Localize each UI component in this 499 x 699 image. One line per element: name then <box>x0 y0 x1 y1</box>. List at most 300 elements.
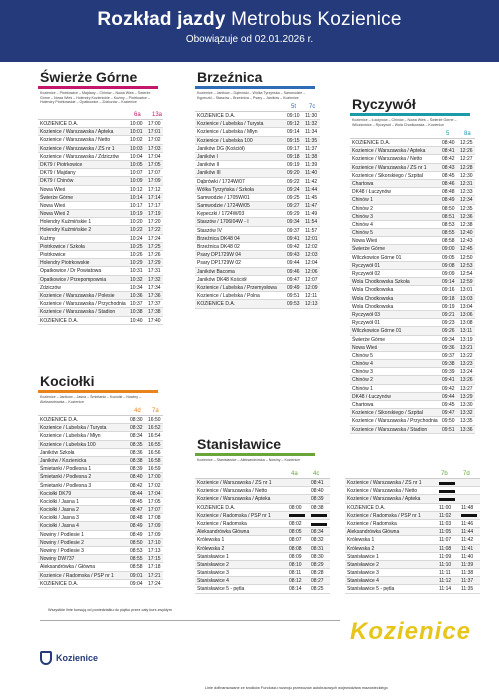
stop-row <box>38 267 163 275</box>
stop-row <box>38 161 163 169</box>
stop-row <box>195 202 320 210</box>
stop-name: Kozienice / Sikorskiego / Szpital <box>352 172 423 179</box>
departure-time: 12:03 <box>305 252 318 259</box>
departure-time: 08:27 <box>311 578 324 585</box>
departure-time: 17:03 <box>148 145 161 152</box>
stop-row <box>350 352 475 360</box>
stop-name: Kozienice / Radomska <box>197 520 247 527</box>
stop-name: Stanisławice 5 - pętla <box>347 586 395 593</box>
stop-name: Opatkowice / Dr Powiatowa <box>40 268 102 275</box>
departure-time: 08:14 <box>289 586 302 593</box>
stop-row <box>350 229 475 237</box>
departure-time: 17:02 <box>148 137 161 144</box>
departure-time: 17:09 <box>148 523 161 530</box>
departure-time: 09:20 <box>287 170 300 177</box>
stop-row <box>38 243 163 251</box>
departure-time: 12:11 <box>305 293 318 300</box>
stop-row <box>345 479 480 487</box>
stop-row <box>38 145 163 153</box>
stop-row <box>350 401 475 409</box>
departure-time: 09:25 <box>287 194 300 201</box>
stop-row <box>195 186 320 194</box>
stop-name: Ryczywół 03 <box>352 311 381 318</box>
stop-name: Wilczkowice Górne 01 <box>352 328 402 335</box>
departure-time: 13:01 <box>460 287 473 294</box>
stop-row <box>195 128 320 136</box>
stop-name: Kozienice / Warszawska / Netto <box>40 137 111 144</box>
stop-row <box>38 424 163 432</box>
stop-row <box>38 128 163 136</box>
departure-time: 09:10 <box>287 113 300 119</box>
departure-time: 17:14 <box>148 194 161 201</box>
stop-name: KOZIENICE D.A. <box>197 113 236 119</box>
departure-time: 08:42 <box>130 482 143 489</box>
stop-row <box>38 153 163 161</box>
departure-time: 10:26 <box>130 252 143 258</box>
departure-time: 11:05 <box>439 529 452 536</box>
departure-time: 17:34 <box>148 284 161 291</box>
departure-time: 08:07 <box>289 537 302 544</box>
departure-time: 12:30 <box>460 172 473 179</box>
stop-name: Kozienice / Radomska / PSP nr 1 <box>40 572 114 579</box>
stop-row <box>195 145 320 153</box>
stop-row <box>350 213 475 221</box>
stop-row <box>350 278 475 286</box>
footnote: Wszystkie linie kursują od poniedziałku do piątku przez cały kurs zwykłym <box>48 608 172 612</box>
stop-name: Janików III <box>197 170 221 177</box>
timetable-swierze <box>38 68 163 325</box>
no-service-mark <box>311 514 327 517</box>
stop-row <box>38 449 163 457</box>
stop-name: Brzeźnica DK48 02 <box>197 244 240 250</box>
stop-row <box>350 262 475 270</box>
departure-time: 16:56 <box>148 449 161 456</box>
departure-time: 08:50 <box>130 539 143 546</box>
stop-name: Wola Chodkowska <box>352 287 394 294</box>
line-title: Stanisławice <box>197 436 282 452</box>
departure-time: 08:30 <box>130 417 143 423</box>
stop-row <box>195 218 320 226</box>
departure-time: 17:22 <box>148 227 161 234</box>
stop-row <box>195 561 330 569</box>
stop-name: Kozienice / Warszawska / Apteka <box>40 129 114 136</box>
departure-time: 11:30 <box>305 113 318 119</box>
departure-time: 11:48 <box>461 504 474 511</box>
stop-row <box>350 270 475 278</box>
stop-row <box>38 235 163 243</box>
departure-time: 10:14 <box>130 194 143 201</box>
stop-name: Kociołki / Jasna 4 <box>40 523 79 530</box>
stop-row <box>195 235 320 243</box>
stop-name: Nowiny / Podlesie 1 <box>40 531 84 538</box>
departure-time: 09:47 <box>442 410 455 417</box>
stop-row <box>38 531 163 539</box>
stop-row <box>195 120 320 128</box>
stop-row <box>345 520 480 528</box>
departure-time: 08:58 <box>442 238 455 245</box>
departure-time: 11:42 <box>305 178 318 185</box>
departure-time: 17:24 <box>148 580 161 587</box>
stop-row <box>38 539 163 547</box>
departure-time: 09:21 <box>442 311 455 318</box>
stop-name: Kozienice / Warszawska / Netto <box>197 488 268 495</box>
stop-name: Chinów 3 <box>352 369 373 376</box>
stop-name: Kozienice / Warszawska / ZS nr 1 <box>197 480 272 486</box>
stop-row <box>195 495 330 503</box>
departure-time: 08:48 <box>442 189 455 196</box>
stop-row <box>38 226 163 234</box>
departure-time: 17:29 <box>148 260 161 267</box>
stop-row <box>38 482 163 490</box>
departure-time: 17:00 <box>148 121 161 127</box>
departure-time: 17:17 <box>148 202 161 209</box>
course-code: 7a <box>152 408 159 414</box>
stop-name: Chartowa <box>352 180 374 187</box>
stop-name: Nowiny / Podlesie 3 <box>40 548 84 554</box>
stop-name: Janików Szkoła <box>40 449 75 456</box>
stop-list <box>38 416 163 588</box>
stop-name: Śmietanki / Podlesna 3 <box>40 482 92 489</box>
stop-name: Kozienice / Lubelska / Przemysłowa <box>197 284 277 291</box>
departure-time: 08:36 <box>130 449 143 456</box>
stop-name: Kociołki / Jasna 1 <box>40 498 79 505</box>
departure-time: 11:47 <box>305 203 318 210</box>
stop-row <box>195 243 320 251</box>
stop-name: Królewska 2 <box>197 545 225 552</box>
stop-row <box>195 268 320 276</box>
no-service-mark <box>289 514 305 517</box>
stop-name: Wola Chodkowska Szkoła <box>352 279 410 286</box>
route-description: Kozienice – Janików – Dąbrówki – Wólka Tyrzyńska – Samwodzie – Kępeczki – Staszów – Brzeźnica – Psary – Janików – Kozienice <box>197 91 306 100</box>
stop-name: KOZIENICE D.A. <box>197 301 236 308</box>
departure-time: 09:53 <box>287 301 300 308</box>
departure-time: 17:26 <box>148 252 161 258</box>
departure-time: 12:25 <box>460 140 473 146</box>
departure-time: 17:05 <box>148 161 161 168</box>
stop-row <box>38 218 163 226</box>
route-description: Kozienice – Łuczynów – Chinów – Nowa Wieś – Świerże Górne – Wilczkowice – Ryczywół – Wola Chodkowska – Kozienice <box>352 118 457 127</box>
stop-name: Nowa Wieś 2 <box>40 211 70 218</box>
stop-name: Holendry Piotrkowskie <box>40 260 90 267</box>
stop-row <box>195 112 320 120</box>
departure-time: 17:38 <box>148 309 161 316</box>
stop-name: Nowa Wieś <box>352 238 378 245</box>
departure-time: 11:41 <box>461 545 474 552</box>
departure-time: 17:05 <box>148 498 161 505</box>
departure-time: 10:40 <box>130 317 143 324</box>
departure-time: 09:05 <box>442 254 455 261</box>
departure-time: 08:53 <box>130 548 143 554</box>
departure-time: 11:00 <box>439 504 452 511</box>
stop-name: Janików / Kozienicka <box>40 457 87 464</box>
course-code: 4a <box>291 471 298 477</box>
departure-time: 13:04 <box>460 303 473 310</box>
departure-time: 17:24 <box>148 235 161 242</box>
stop-name: Nowa Wieś <box>40 202 66 209</box>
stop-row <box>350 319 475 327</box>
course-code: 6a <box>134 112 141 118</box>
stop-name: Świerże Górne <box>352 246 386 253</box>
departure-time: 09:51 <box>287 293 300 300</box>
departure-time: 08:32 <box>130 425 143 432</box>
stop-list <box>350 139 475 442</box>
stop-row <box>350 368 475 376</box>
departure-time: 09:43 <box>287 252 300 259</box>
stop-name: Nowiny DW737 <box>40 556 75 563</box>
departure-time: 17:40 <box>148 317 161 324</box>
departure-time: 17:09 <box>148 531 161 538</box>
departure-time: 12:33 <box>460 189 473 196</box>
stop-row <box>38 432 163 440</box>
departure-time: 11:10 <box>439 561 452 568</box>
departure-time: 09:19 <box>442 303 455 310</box>
stop-row <box>350 409 475 417</box>
stop-row <box>38 416 163 424</box>
departure-time: 10:05 <box>130 161 143 168</box>
stop-name: Kozienice / Warszawska / Netto <box>347 488 418 495</box>
departure-time: 09:49 <box>287 284 300 291</box>
departure-time: 09:09 <box>442 271 455 277</box>
departure-time: 13:26 <box>460 377 473 384</box>
stop-name: Kozienice / Lubelska / Młyn <box>197 129 258 136</box>
stop-row <box>38 177 163 185</box>
stop-row <box>350 336 475 344</box>
departure-time: 09:47 <box>287 276 300 283</box>
departure-time: 08:28 <box>311 570 324 577</box>
stop-name: Kozienice / Warszawska / ZS nr 1 <box>40 145 115 152</box>
stop-name: KOZIENICE D.A. <box>40 417 79 423</box>
stop-name: Chinów 4 <box>352 361 373 368</box>
stop-name: DK79 / Majdany <box>40 170 76 177</box>
stop-name: KOZIENICE D.A. <box>40 580 79 587</box>
departure-time: 17:07 <box>148 170 161 177</box>
stop-row <box>38 259 163 267</box>
departure-time: 17:10 <box>148 539 161 546</box>
stop-name: Staszów IV <box>197 227 223 234</box>
departure-time: 13:30 <box>460 402 473 408</box>
stop-name: Piotrkowice <box>40 252 66 258</box>
column-header <box>38 407 163 416</box>
departure-time: 08:29 <box>311 561 324 568</box>
stop-name: Królewska 1 <box>347 537 375 544</box>
stop-row <box>38 490 163 498</box>
stop-row <box>38 572 163 580</box>
departure-time: 11:34 <box>305 129 318 136</box>
departure-time: 11:37 <box>461 578 474 585</box>
stop-row <box>350 196 475 204</box>
departure-time: 12:50 <box>460 254 473 261</box>
column-header <box>195 103 320 112</box>
stop-name: Wilczkowice Górne 01 <box>352 254 402 261</box>
departure-time: 08:40 <box>130 474 143 481</box>
course-code: 5 <box>446 131 450 137</box>
departure-time: 13:22 <box>460 352 473 359</box>
departure-time: 17:00 <box>148 474 161 481</box>
departure-time: 08:34 <box>130 433 143 440</box>
stop-row <box>195 194 320 202</box>
stop-list <box>195 112 320 309</box>
stop-row <box>38 457 163 465</box>
column-header <box>345 470 480 479</box>
departure-time: 08:58 <box>130 564 143 571</box>
route-description: Kozienice – Stanisławice – Aleksandrówka – Nowiny – Kozienice <box>197 458 301 462</box>
stop-name: DK48 / Łuczynów <box>352 189 391 196</box>
departure-time: 10:31 <box>130 268 143 275</box>
stop-row <box>38 210 163 218</box>
line-title: Ryczywół <box>352 96 416 112</box>
departure-time: 17:32 <box>148 276 161 283</box>
departure-time: 12:13 <box>305 301 318 308</box>
departure-time: 10:24 <box>130 235 143 242</box>
departure-time: 16:54 <box>148 433 161 440</box>
stop-name: Stanisławice 2 <box>197 561 229 568</box>
stop-row <box>38 284 163 292</box>
stop-row <box>350 360 475 368</box>
departure-time: 17:07 <box>148 507 161 514</box>
stop-name: Psary DP1729W 04 <box>197 252 241 259</box>
departure-time: 09:18 <box>287 153 300 160</box>
departure-time: 08:49 <box>130 523 143 530</box>
departure-time: 11:35 <box>461 586 474 593</box>
stop-name: Kozienice / Warszawska / ZS nr 1 <box>352 164 427 171</box>
departure-time: 13:36 <box>460 426 473 433</box>
stop-row <box>195 585 330 593</box>
stop-name: KOZIENICE D.A. <box>197 504 236 511</box>
departure-time: 10:34 <box>130 284 143 291</box>
course-code: 5t <box>291 104 297 110</box>
departure-time: 13:21 <box>460 344 473 351</box>
departure-time: 09:19 <box>287 162 300 169</box>
departure-time: 10:17 <box>130 202 143 209</box>
departure-time: 11:03 <box>439 520 452 527</box>
departure-time: 11:39 <box>305 162 318 169</box>
stop-name: Kozienice / Lubelska / Turysta <box>40 425 107 432</box>
stop-name: Stanisławice 4 <box>197 578 229 585</box>
stop-name: Kozienice / Warszawska / ZS nr 1 <box>347 480 422 486</box>
stop-name: Wola Chodkowska <box>352 303 394 310</box>
departure-time: 11:49 <box>305 211 318 218</box>
departure-time: 08:10 <box>289 561 302 568</box>
line-title: Brzeźnica <box>197 69 263 85</box>
departure-time: 10:00 <box>130 121 143 127</box>
stop-name: Janików DG (Kościół) <box>197 145 245 152</box>
stop-name: Kuźmy <box>40 235 56 242</box>
stop-row <box>195 137 320 145</box>
departure-time: 09:27 <box>287 203 300 210</box>
stop-row <box>38 547 163 555</box>
departure-time: 12:38 <box>460 221 473 228</box>
stop-row <box>350 155 475 163</box>
stop-name: Janików I <box>197 153 218 160</box>
course-code: 7d <box>463 471 470 477</box>
stop-row <box>345 577 480 585</box>
departure-time: 10:09 <box>130 178 143 185</box>
stop-row <box>350 221 475 229</box>
stop-row <box>195 251 320 259</box>
stop-row <box>38 186 163 194</box>
departure-time: 12:01 <box>305 235 318 242</box>
stop-name: Kozienice / Warszawska / Przychodnia <box>352 418 438 425</box>
stop-row <box>350 205 475 213</box>
departure-time: 09:12 <box>287 121 300 128</box>
departure-time: 09:34 <box>442 336 455 343</box>
stop-name: Samwodzie / 1724W/05 <box>197 203 250 210</box>
departure-time: 10:02 <box>130 137 143 144</box>
stop-name: Staszów / 1706I04W - I <box>197 219 249 226</box>
stop-row <box>350 172 475 180</box>
departure-time: 12:34 <box>460 197 473 204</box>
stop-name: Wola Chodkowska <box>352 295 394 302</box>
stop-row <box>350 344 475 352</box>
departure-time: 09:39 <box>442 369 455 376</box>
stop-name: Królewska 2 <box>347 545 375 552</box>
route-description: Kozienice – Piotrkowice – Majdany – Chinów – Nowa Wieś – Świerże Górne – Nowa Wieś – Holendry Kozienickie – Kuźmy – Piotrkowice – Holendry Piotrkowskie – Opatkowice – Zdziczów – Kozienice <box>40 91 151 105</box>
departure-time: 08:46 <box>442 180 455 187</box>
stop-row <box>38 498 163 506</box>
stop-name: Ryczywół 01 <box>352 262 381 269</box>
stop-row <box>38 555 163 563</box>
departure-time: 17:36 <box>148 292 161 299</box>
line-title: Kociołki <box>40 373 95 389</box>
departure-time: 12:07 <box>305 276 318 283</box>
stop-row <box>350 303 475 311</box>
stop-name: Kozienice / Warszawska / Apteka <box>347 496 421 503</box>
stop-row <box>350 311 475 319</box>
departure-time: 08:55 <box>130 556 143 563</box>
course-code: 7c <box>309 104 316 110</box>
stop-name: Janików II <box>197 162 220 169</box>
departure-time: 13:03 <box>460 295 473 302</box>
departure-time: 10:01 <box>130 129 143 136</box>
no-service-mark <box>439 498 455 501</box>
departure-time: 10:36 <box>130 292 143 299</box>
stop-row <box>38 308 163 316</box>
stop-name: Samwodzie / 1705W/01 <box>197 194 250 201</box>
course-code: 8a <box>464 131 471 137</box>
departure-time: 09:37 <box>287 227 300 234</box>
stop-name: Wólka Tyrzyńska / Szkoła <box>197 186 254 193</box>
departure-time: 08:02 <box>289 520 302 527</box>
departure-time: 08:11 <box>289 570 302 577</box>
stop-name: Świerże Górne <box>352 336 386 343</box>
departure-time: 10:12 <box>130 186 143 193</box>
departure-time: 08:45 <box>442 172 455 179</box>
stop-name: Ryczywół 01 <box>352 320 381 327</box>
stop-name: Kozienice / Warszawska / Apteka <box>197 496 271 503</box>
stop-list <box>38 120 163 325</box>
stop-row <box>195 479 330 487</box>
stop-name: Kozienice / Lubelska / Młyn <box>40 433 101 440</box>
stop-row <box>195 504 330 512</box>
departure-time: 17:09 <box>148 178 161 185</box>
departure-time: 17:15 <box>148 556 161 563</box>
funding-note: Linie dofinansowane ze środków Funduszu rozwoju przewozów autobusowych województwa mazowieckiego <box>205 686 388 690</box>
departure-time: 09:26 <box>442 328 455 335</box>
departure-time: 11:46 <box>461 520 474 527</box>
departure-time: 11:44 <box>461 529 474 536</box>
stop-row <box>38 300 163 308</box>
departure-time: 11:32 <box>305 121 318 128</box>
departure-time: 11:45 <box>305 194 318 201</box>
brand-logo: Kozienice <box>350 618 472 645</box>
stop-row <box>38 292 163 300</box>
departure-time: 11:57 <box>305 227 318 234</box>
departure-time: 08:45 <box>130 498 143 505</box>
departure-time: 10:32 <box>130 276 143 283</box>
departure-time: 09:34 <box>287 219 300 226</box>
stop-name: Świerże Górne <box>40 194 74 201</box>
stop-row <box>350 245 475 253</box>
